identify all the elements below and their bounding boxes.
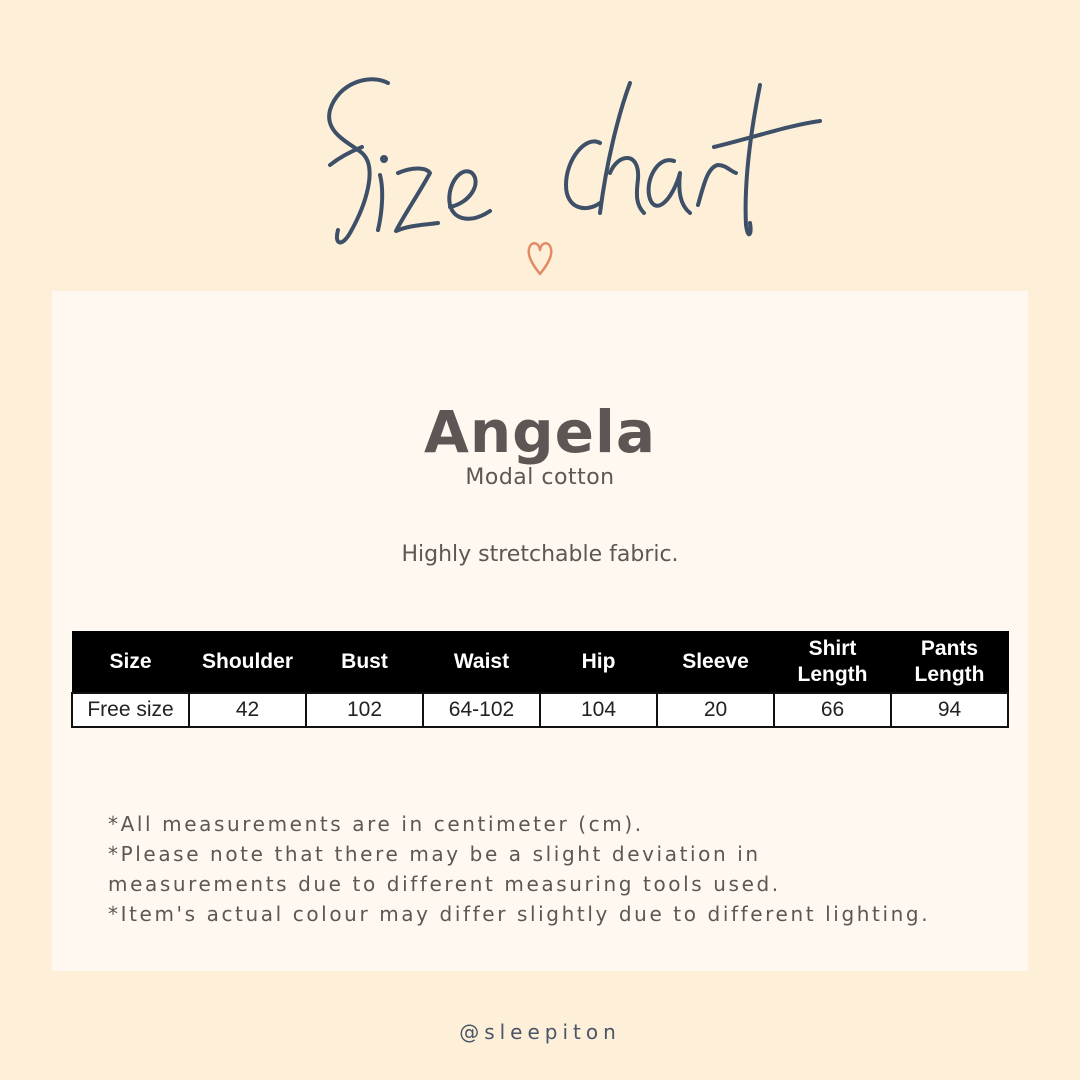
cell-pants-length: 94: [891, 693, 1008, 727]
note-line: *Item's actual colour may differ slightly due to different lighting.: [108, 902, 931, 926]
header-shirt-length: Shirt Length: [774, 632, 891, 694]
table-row: [72, 693, 1008, 727]
header-shoulder: Shoulder: [189, 632, 306, 694]
heart-icon: [524, 238, 556, 278]
cell-waist: 64-102: [423, 693, 540, 727]
header-waist: Waist: [423, 632, 540, 694]
cell-bust: 102: [306, 693, 423, 727]
cell-shirt-length: 66: [774, 693, 891, 727]
size-chart-script-title: [300, 55, 840, 255]
header-pants-length: Pants Length: [891, 632, 1008, 694]
header-sleeve: Sleeve: [657, 632, 774, 694]
note-line: *All measurements are in centimeter (cm).: [108, 812, 644, 836]
product-material: Modal cotton: [465, 465, 615, 490]
size-table-header-row: [72, 632, 1008, 694]
cell-size: Free size: [72, 693, 189, 727]
size-chart-card: [52, 291, 1028, 971]
cell-sleeve: 20: [657, 693, 774, 727]
cell-hip: 104: [540, 693, 657, 727]
header-size: Size: [72, 632, 189, 694]
product-tagline: Highly stretchable fabric.: [401, 542, 679, 567]
note-line: measurements due to different measuring tools used.: [108, 872, 781, 896]
header-hip: Hip: [540, 632, 657, 694]
header-bust: Bust: [306, 632, 423, 694]
product-name: Angela: [423, 398, 657, 466]
cell-shoulder: 42: [189, 693, 306, 727]
notes: [108, 809, 988, 929]
note-line: *Please note that there may be a slight deviation in: [108, 842, 761, 866]
size-table: [71, 631, 1009, 728]
social-handle: @sleepiton: [459, 1020, 621, 1044]
